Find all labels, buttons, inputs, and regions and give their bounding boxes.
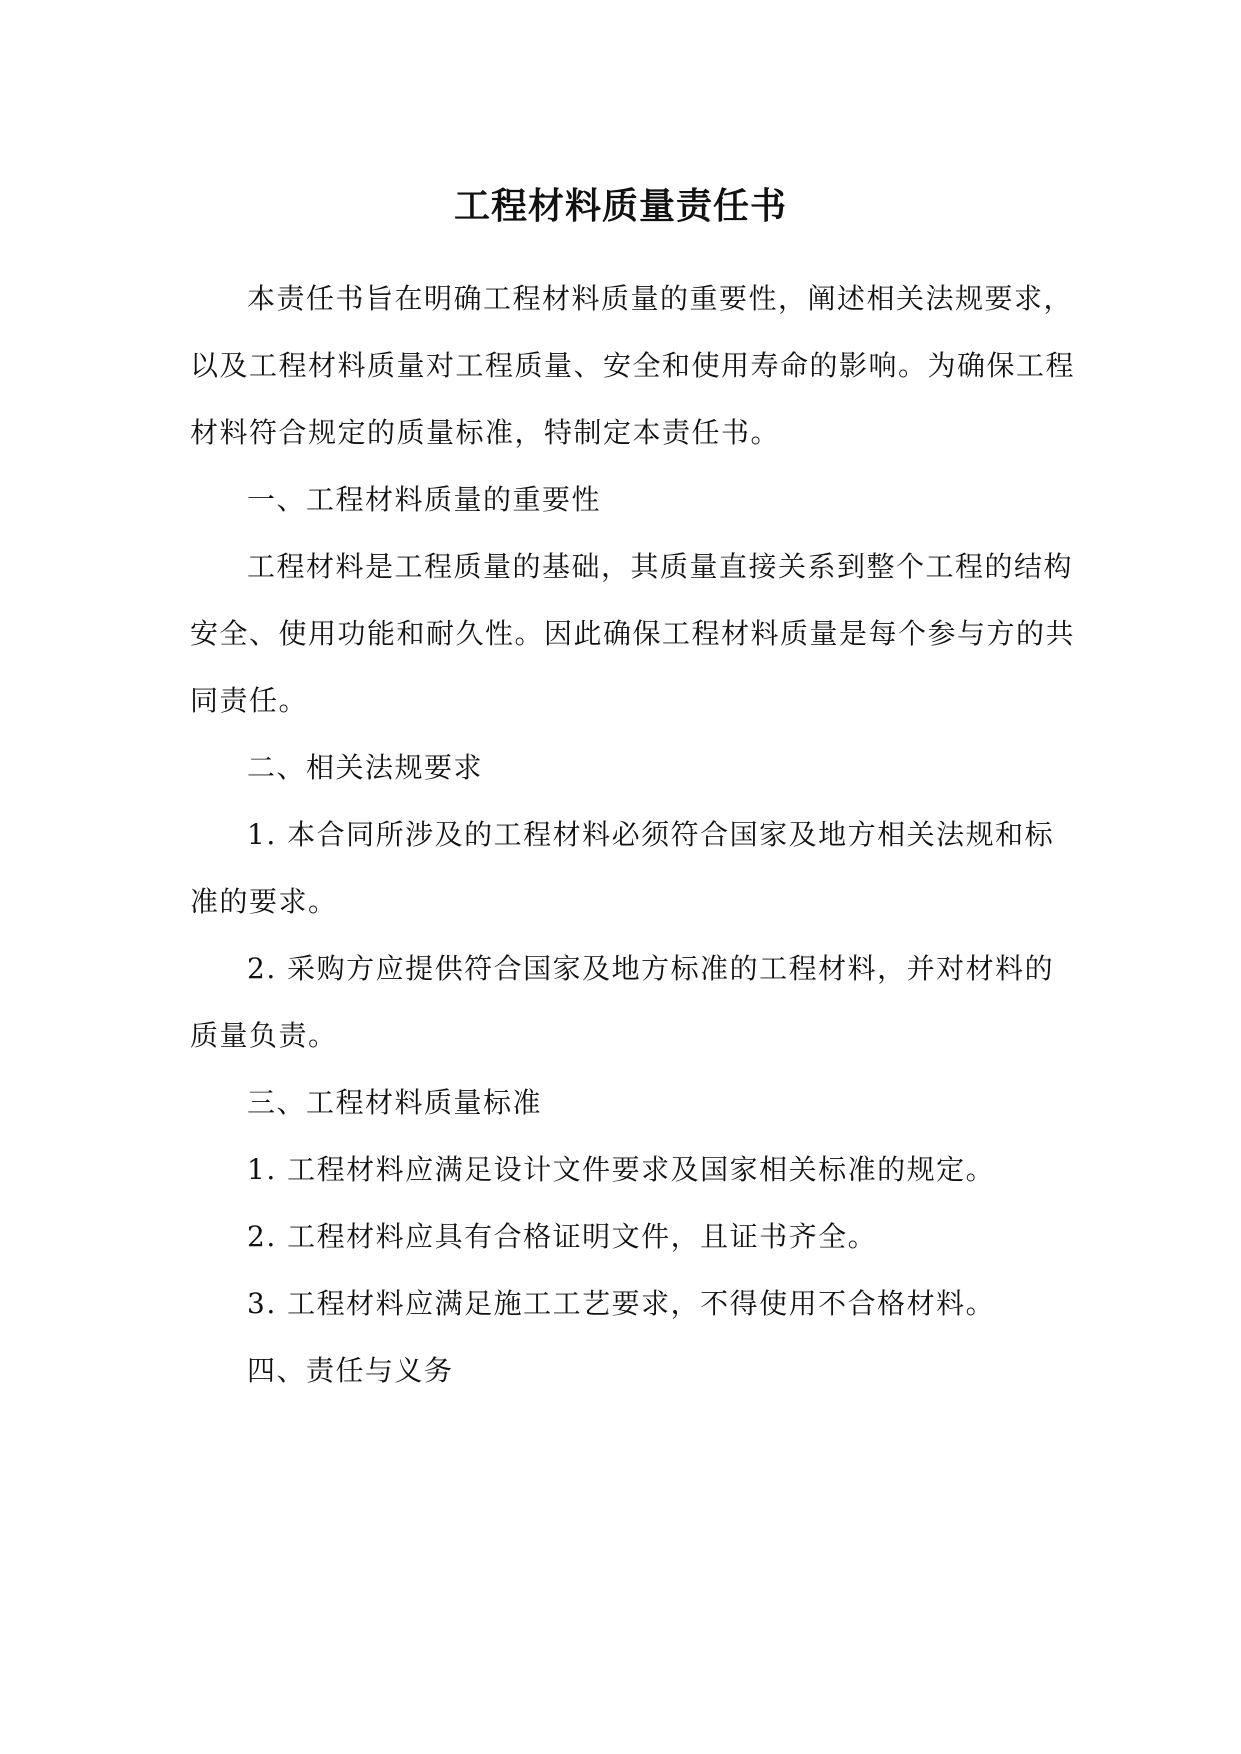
section-heading-2: 二、相关法规要求 [247, 751, 484, 784]
regulation-item-1-line-2: 准的要求。 [190, 885, 338, 918]
paragraph-importance-line-2: 安全、使用功能和耐久性。因此确保工程材料质量是每个参与方的共 [190, 617, 1076, 650]
paragraph-importance-line-3: 同责任。 [190, 684, 309, 717]
regulation-item-2-line-2: 质量负责。 [190, 1019, 338, 1052]
paragraph-intro-line-2: 以及工程材料质量对工程质量、安全和使用寿命的影响。为确保工程 [190, 349, 1076, 382]
paragraph-importance-line-1: 工程材料是工程质量的基础，其质量直接关系到整个工程的结构 [247, 550, 1074, 583]
section-heading-4: 四、责任与义务 [247, 1354, 454, 1387]
document-title: 工程材料质量责任书 [453, 186, 787, 227]
standard-item-3: 3. 工程材料应满足施工工艺要求，不得使用不合格材料。 [247, 1287, 996, 1320]
paragraph-intro-line-1: 本责任书旨在明确工程材料质量的重要性，阐述相关法规要求， [247, 282, 1074, 315]
standard-item-1: 1. 工程材料应满足设计文件要求及国家相关标准的规定。 [247, 1153, 996, 1186]
section-heading-1: 一、工程材料质量的重要性 [247, 483, 602, 516]
standard-item-2: 2. 工程材料应具有合格证明文件，且证书齐全。 [247, 1220, 878, 1253]
regulation-item-1-line-1: 1. 本合同所涉及的工程材料必须符合国家及地方相关法规和标 [247, 818, 1055, 851]
section-heading-3: 三、工程材料质量标准 [247, 1086, 543, 1119]
regulation-item-2-line-1: 2. 采购方应提供符合国家及地方标准的工程材料，并对材料的 [247, 952, 1055, 985]
paragraph-intro-line-3: 材料符合规定的质量标准，特制定本责任书。 [190, 416, 781, 449]
